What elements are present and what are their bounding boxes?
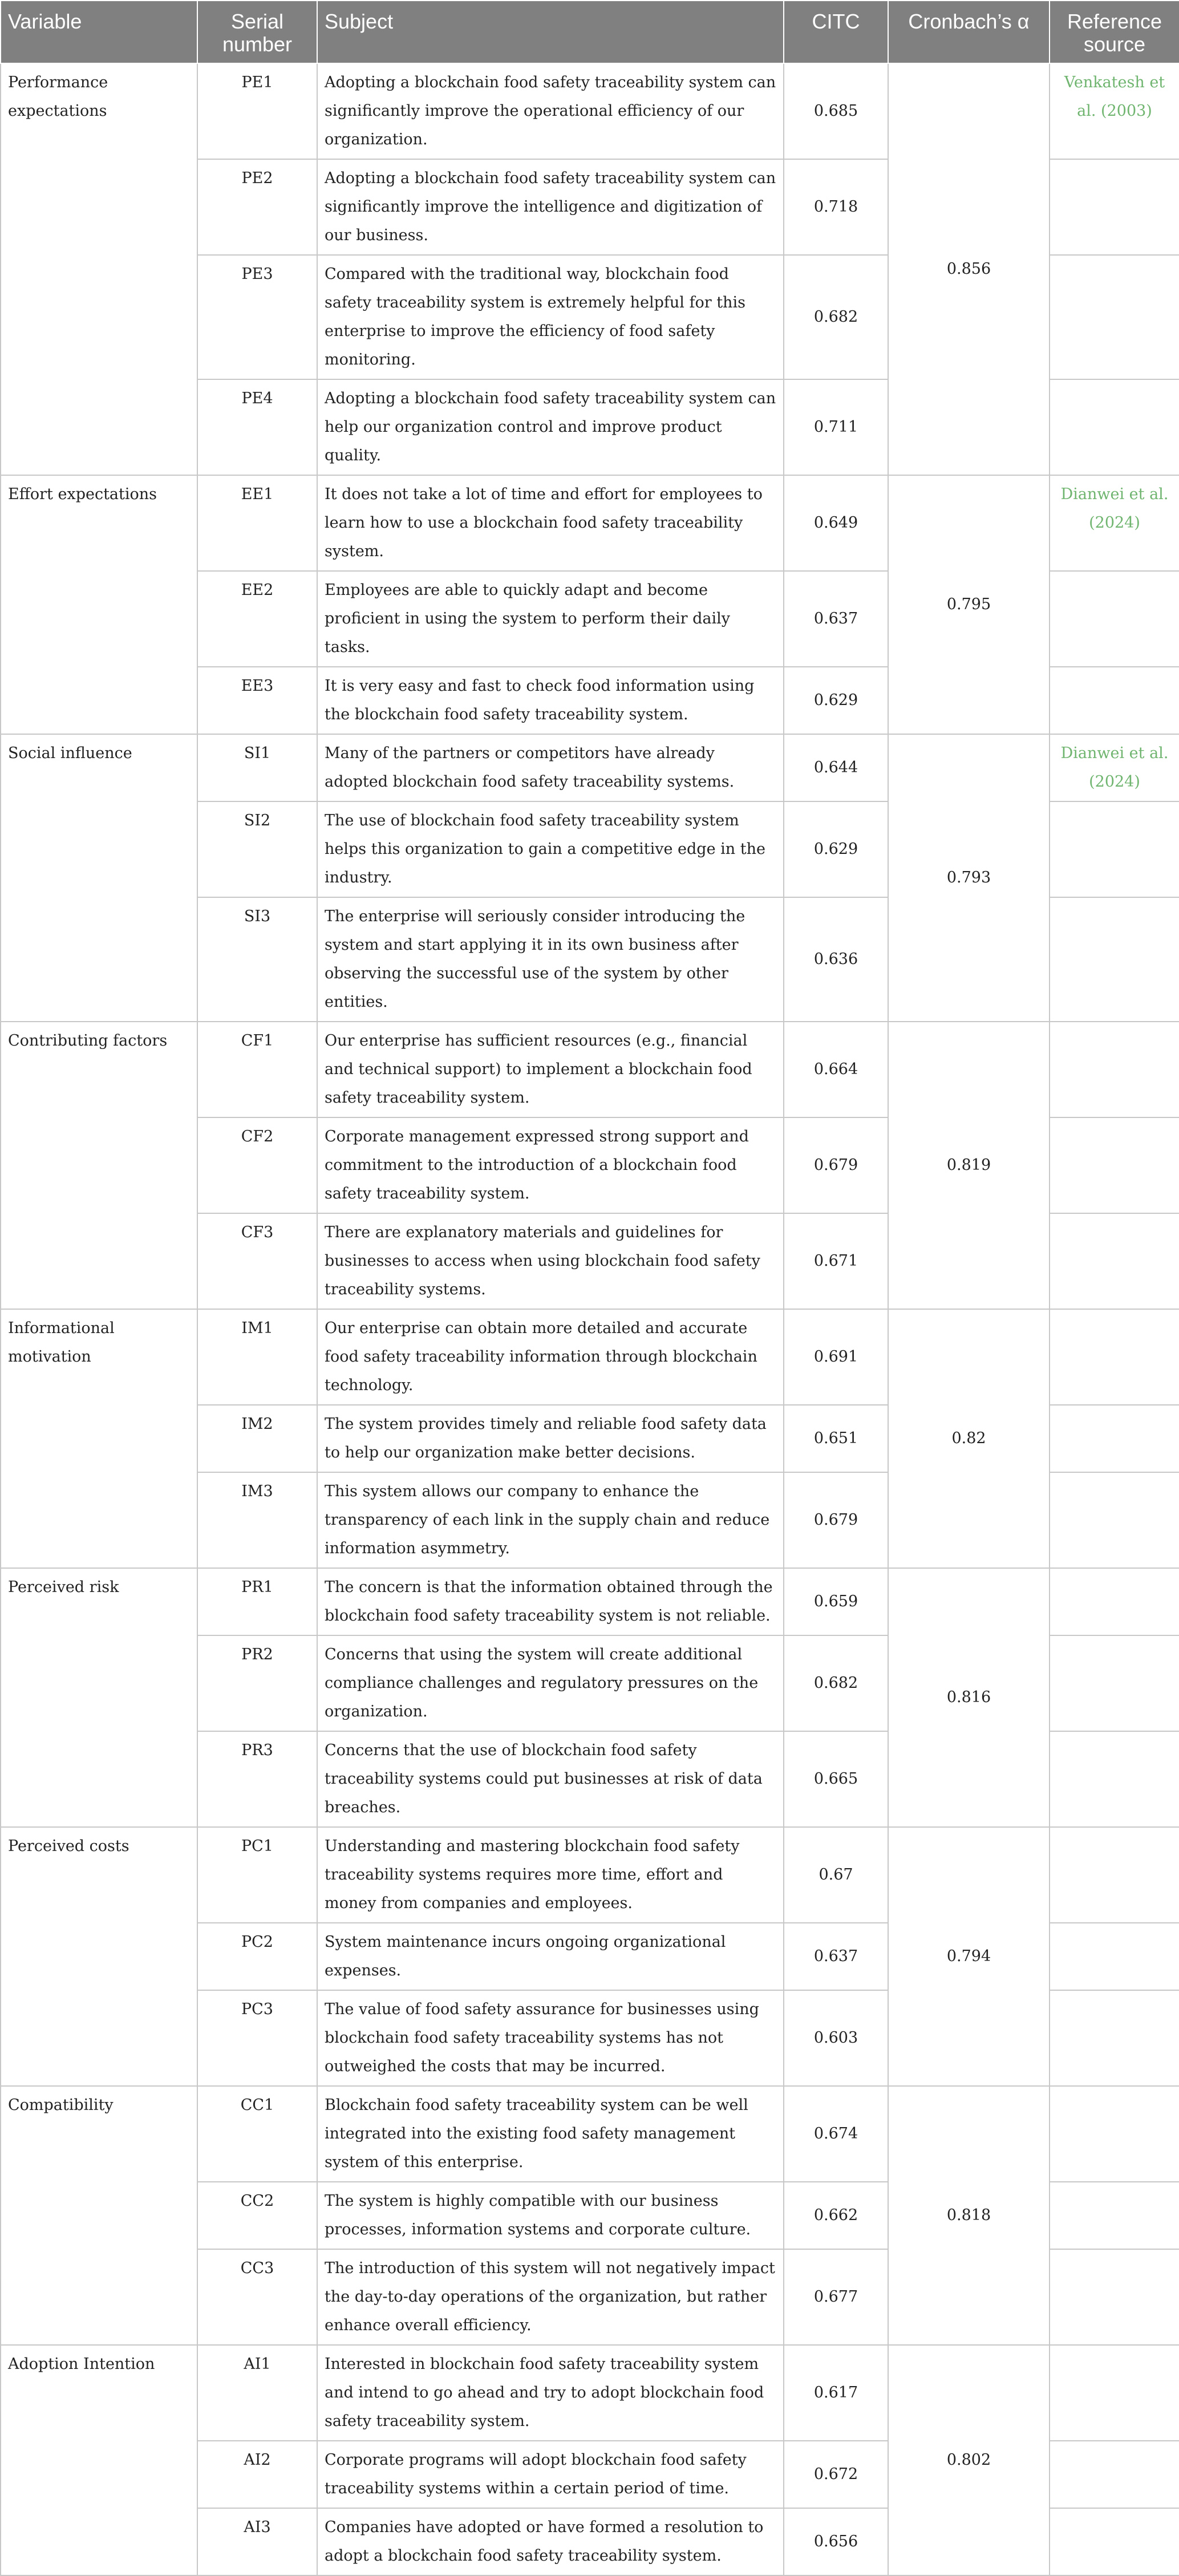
subject-cell: Blockchain food safety traceability system can be well integrated into the existing food safety management system of this enterprise.: [317, 2086, 784, 2182]
citc-cell: 0.671: [784, 1213, 888, 1309]
subject-cell: Employees are able to quickly adapt and become proficient in using the system to perform their daily tasks.: [317, 571, 784, 667]
citc-cell: 0.662: [784, 2182, 888, 2249]
subject-cell: Interested in blockchain food safety traceability system and intend to go ahead and try to adopt blockchain food safety traceability system.: [317, 2345, 784, 2441]
reference-source-cell: [1050, 2182, 1179, 2249]
cronbachs-alpha-cell: 0.818: [888, 2086, 1050, 2345]
citc-cell: 0.679: [784, 1472, 888, 1568]
citc-cell: 0.711: [784, 379, 888, 475]
table-row: [1, 1022, 1179, 1117]
reference-source-cell: [1050, 1117, 1179, 1213]
reference-source-cell: [1050, 1405, 1179, 1472]
variable-cell: Perceived costs: [1, 1827, 197, 2086]
variable-cell: Perceived risk: [1, 1568, 197, 1827]
reference-source-cell: [1050, 801, 1179, 897]
variable-cell: Adoption Intention: [1, 2345, 197, 2575]
reference-source-cell: [1050, 1635, 1179, 1731]
subject-cell: The use of blockchain food safety traceability system helps this organization to gain a competitive edge in the industry.: [317, 801, 784, 897]
subject-cell: Adopting a blockchain food safety traceability system can significantly improve the operational efficiency of our organization.: [317, 63, 784, 159]
serial-number-cell: PC2: [197, 1923, 317, 1990]
reference-source-cell: [1050, 1827, 1179, 1923]
table-header-row: [1, 1, 1179, 63]
subject-cell: Compared with the traditional way, blockchain food safety traceability system is extremely helpful for this enterprise to improve the efficiency of food safety monitoring.: [317, 255, 784, 379]
subject-cell: The concern is that the information obtained through the blockchain food safety traceability system is not reliable.: [317, 1568, 784, 1635]
citc-cell: 0.649: [784, 475, 888, 571]
cronbachs-alpha-cell: 0.856: [888, 63, 1050, 475]
citc-cell: 0.682: [784, 255, 888, 379]
reference-source-cell: [1050, 2508, 1179, 2575]
serial-number-cell: IM1: [197, 1309, 317, 1405]
subject-cell: System maintenance incurs ongoing organizational expenses.: [317, 1923, 784, 1990]
serial-number-cell: AI3: [197, 2508, 317, 2575]
subject-cell: The enterprise will seriously consider introducing the system and start applying it in its own business after observing the successful use of the system by other entities.: [317, 897, 784, 1022]
citc-cell: 0.67: [784, 1827, 888, 1923]
serial-number-cell: SI3: [197, 897, 317, 1022]
serial-number-cell: PC3: [197, 1990, 317, 2086]
variable-cell: Contributing factors: [1, 1022, 197, 1309]
variable-cell: Compatibility: [1, 2086, 197, 2345]
subject-cell: Concerns that the use of blockchain food safety traceability systems could put businesses at risk of data breaches.: [317, 1731, 784, 1827]
serial-number-cell: PR3: [197, 1731, 317, 1827]
citc-cell: 0.665: [784, 1731, 888, 1827]
variable-cell: Effort expectations: [1, 475, 197, 734]
serial-number-cell: EE2: [197, 571, 317, 667]
subject-cell: Many of the partners or competitors have already adopted blockchain food safety traceability systems.: [317, 734, 784, 801]
serial-number-cell: PR1: [197, 1568, 317, 1635]
subject-cell: The value of food safety assurance for businesses using blockchain food safety traceability systems has not outweighed the costs that may be incurred.: [317, 1990, 784, 2086]
citc-cell: 0.637: [784, 1923, 888, 1990]
subject-cell: The introduction of this system will not negatively impact the day-to-day operations of the organization, but rather enhance overall efficiency.: [317, 2249, 784, 2345]
serial-number-cell: CC1: [197, 2086, 317, 2182]
citc-cell: 0.659: [784, 1568, 888, 1635]
subject-cell: Corporate management expressed strong support and commitment to the introduction of a blockchain food safety traceability system.: [317, 1117, 784, 1213]
reference-source-cell: [1050, 571, 1179, 667]
citc-cell: 0.629: [784, 667, 888, 734]
serial-number-cell: SI2: [197, 801, 317, 897]
table-row: [1, 734, 1179, 801]
citc-cell: 0.603: [784, 1990, 888, 2086]
cronbachs-alpha-cell: 0.816: [888, 1568, 1050, 1827]
reference-source-cell: [1050, 159, 1179, 255]
cronbachs-alpha-cell: 0.794: [888, 1827, 1050, 2086]
variable-cell: Informational motivation: [1, 1309, 197, 1568]
subject-cell: It does not take a lot of time and effort for employees to learn how to use a blockchain food safety traceability system.: [317, 475, 784, 571]
subject-cell: It is very easy and fast to check food information using the blockchain food safety traceability system.: [317, 667, 784, 734]
reference-source-cell: [1050, 1568, 1179, 1635]
table-row: [1, 2086, 1179, 2182]
serial-number-cell: CF1: [197, 1022, 317, 1117]
serial-number-cell: PC1: [197, 1827, 317, 1923]
serial-number-cell: PE1: [197, 63, 317, 159]
header-subject: Subject: [317, 1, 784, 63]
variable-cell: Social influence: [1, 734, 197, 1022]
reference-source-cell: [1050, 1923, 1179, 1990]
reference-source-cell: Dianwei et al. (2024): [1050, 475, 1179, 571]
subject-cell: There are explanatory materials and guidelines for businesses to access when using blockchain food safety traceability systems.: [317, 1213, 784, 1309]
serial-number-cell: IM3: [197, 1472, 317, 1568]
table-row: [1, 1309, 1179, 1405]
subject-cell: Companies have adopted or have formed a resolution to adopt a blockchain food safety traceability system.: [317, 2508, 784, 2575]
header-cronbachs-alpha: Cronbach’s α: [888, 1, 1050, 63]
subject-cell: Adopting a blockchain food safety traceability system can help our organization control and improve product quality.: [317, 379, 784, 475]
serial-number-cell: CC3: [197, 2249, 317, 2345]
reference-source-cell: [1050, 2086, 1179, 2182]
reference-source-cell: [1050, 897, 1179, 1022]
cronbachs-alpha-cell: 0.802: [888, 2345, 1050, 2575]
table-row: [1, 475, 1179, 571]
subject-cell: This system allows our company to enhance the transparency of each link in the supply chain and reduce information asymmetry.: [317, 1472, 784, 1568]
reference-source-cell: [1050, 2249, 1179, 2345]
citc-cell: 0.677: [784, 2249, 888, 2345]
reference-source-cell: [1050, 1472, 1179, 1568]
serial-number-cell: PE3: [197, 255, 317, 379]
cronbachs-alpha-cell: 0.819: [888, 1022, 1050, 1309]
citc-cell: 0.637: [784, 571, 888, 667]
subject-cell: Our enterprise can obtain more detailed and accurate food safety traceability information through blockchain technology.: [317, 1309, 784, 1405]
reference-source-cell: [1050, 1309, 1179, 1405]
header-serial-number: Serial number: [197, 1, 317, 63]
header-reference-source: Reference source: [1050, 1, 1179, 63]
citc-cell: 0.656: [784, 2508, 888, 2575]
serial-number-cell: PE2: [197, 159, 317, 255]
citc-cell: 0.672: [784, 2441, 888, 2508]
subject-cell: The system provides timely and reliable food safety data to help our organization make better decisions.: [317, 1405, 784, 1472]
citc-cell: 0.685: [784, 63, 888, 159]
serial-number-cell: AI2: [197, 2441, 317, 2508]
reference-source-cell: [1050, 255, 1179, 379]
citc-cell: 0.636: [784, 897, 888, 1022]
reference-source-cell: [1050, 1213, 1179, 1309]
serial-number-cell: IM2: [197, 1405, 317, 1472]
table-row: [1, 2345, 1179, 2441]
reference-source-cell: Venkatesh et al. (2003): [1050, 63, 1179, 159]
serial-number-cell: CF2: [197, 1117, 317, 1213]
serial-number-cell: EE1: [197, 475, 317, 571]
serial-number-cell: PR2: [197, 1635, 317, 1731]
citc-cell: 0.674: [784, 2086, 888, 2182]
reference-source-cell: [1050, 667, 1179, 734]
subject-cell: Our enterprise has sufficient resources (e.g., financial and technical support) to implement a blockchain food safety traceability system.: [317, 1022, 784, 1117]
table-row: [1, 63, 1179, 159]
citc-cell: 0.651: [784, 1405, 888, 1472]
subject-cell: Corporate programs will adopt blockchain food safety traceability systems within a certain period of time.: [317, 2441, 784, 2508]
serial-number-cell: EE3: [197, 667, 317, 734]
citc-cell: 0.682: [784, 1635, 888, 1731]
reference-source-cell: [1050, 1022, 1179, 1117]
subject-cell: Concerns that using the system will create additional compliance challenges and regulatory pressures on the organization.: [317, 1635, 784, 1731]
cronbachs-alpha-cell: 0.82: [888, 1309, 1050, 1568]
serial-number-cell: AI1: [197, 2345, 317, 2441]
subject-cell: Understanding and mastering blockchain food safety traceability systems requires more time, effort and money from companies and employees.: [317, 1827, 784, 1923]
citc-cell: 0.644: [784, 734, 888, 801]
header-citc: CITC: [784, 1, 888, 63]
citc-cell: 0.617: [784, 2345, 888, 2441]
header-variable: Variable: [1, 1, 197, 63]
citc-cell: 0.679: [784, 1117, 888, 1213]
table-row: [1, 1827, 1179, 1923]
cronbachs-alpha-cell: 0.795: [888, 475, 1050, 734]
reference-source-cell: [1050, 2345, 1179, 2441]
table-row: [1, 1568, 1179, 1635]
serial-number-cell: CF3: [197, 1213, 317, 1309]
citc-cell: 0.718: [784, 159, 888, 255]
variable-cell: Performance expectations: [1, 63, 197, 475]
subject-cell: Adopting a blockchain food safety traceability system can significantly improve the intelligence and digitization of our business.: [317, 159, 784, 255]
citc-cell: 0.691: [784, 1309, 888, 1405]
reference-source-cell: [1050, 2441, 1179, 2508]
subject-cell: The system is highly compatible with our business processes, information systems and corporate culture.: [317, 2182, 784, 2249]
reference-source-cell: [1050, 1731, 1179, 1827]
reference-source-cell: [1050, 379, 1179, 475]
serial-number-cell: CC2: [197, 2182, 317, 2249]
citc-cell: 0.664: [784, 1022, 888, 1117]
reference-source-cell: Dianwei et al. (2024): [1050, 734, 1179, 801]
cronbachs-alpha-cell: 0.793: [888, 734, 1050, 1022]
reference-source-cell: [1050, 1990, 1179, 2086]
serial-number-cell: SI1: [197, 734, 317, 801]
table-body: [1, 63, 1179, 2575]
serial-number-cell: PE4: [197, 379, 317, 475]
citc-cell: 0.629: [784, 801, 888, 897]
